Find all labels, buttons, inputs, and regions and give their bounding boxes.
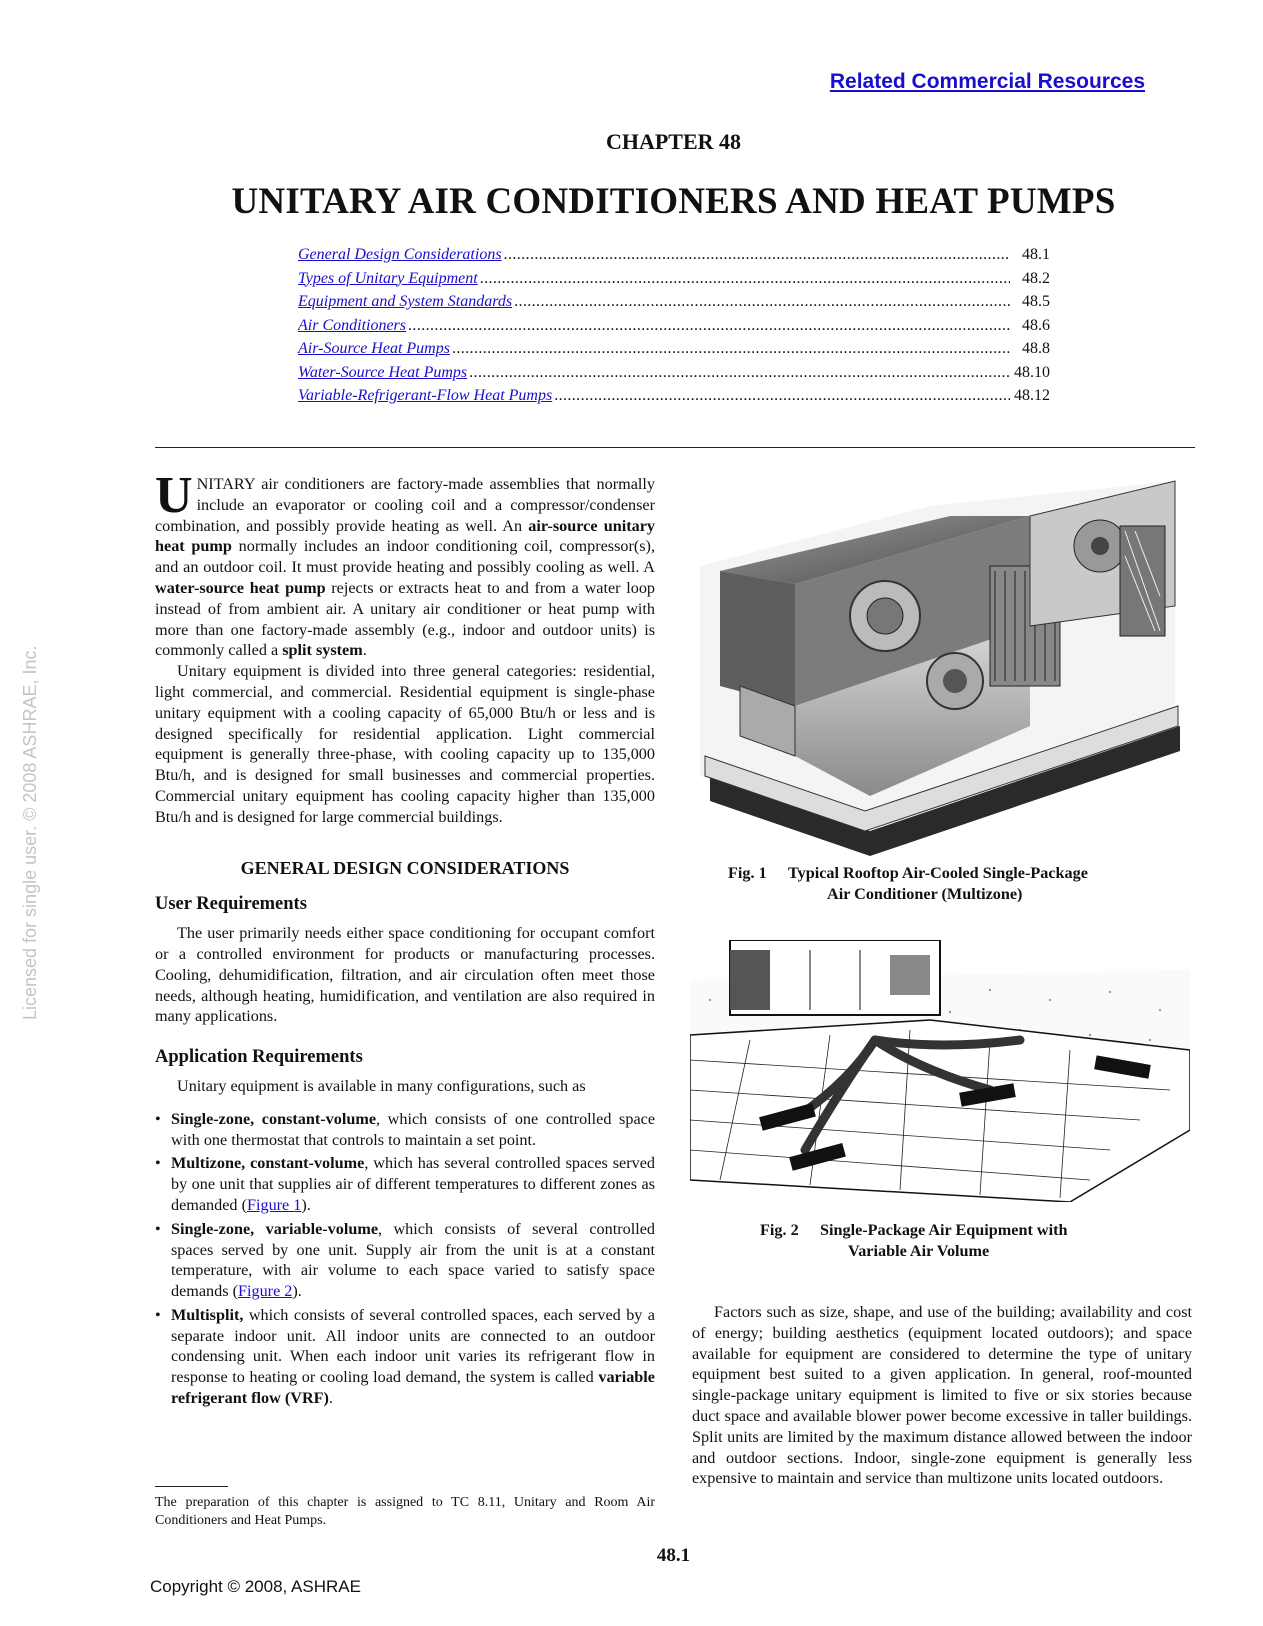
list-item-text: , which has several controlled spaces served by one unit that supplies air of different temperatures to different zones as demanded ( <box>171 1154 655 1214</box>
toc-leader <box>504 246 1010 264</box>
figure-1-label: Fig. 1 <box>728 864 767 882</box>
term-air-source-heat-pump: air-source unitary heat pump <box>155 516 655 556</box>
left-column <box>155 467 656 1412</box>
related-resources-link[interactable]: Related Commercial Resources <box>829 70 1145 93</box>
toc-page-number: 48.10 <box>1014 363 1050 381</box>
toc-page-number: 48.5 <box>1022 293 1050 310</box>
list-item <box>155 1219 655 1302</box>
toc-entry <box>298 340 1050 364</box>
intro-text: NITARY air conditioners are factory-made assemblies that normally include an evaporator or cooling coil and a compressor/condenser combination, and possibly provide heating as well. An <box>155 475 655 535</box>
figure-2-vav-layout <box>690 940 1190 1202</box>
toc-page-number: 48.1 <box>1022 246 1050 263</box>
toc-entry <box>298 293 1050 317</box>
list-item-text: which consists of several controlled spaces, each served by a separate indoor unit. All indoor units are connected to an outdoor condensing unit. When each indoor unit varies its refrigerant flow in response to heating or cooling load demand, the system is called <box>171 1305 655 1387</box>
toc-page-number: 48.2 <box>1022 269 1050 287</box>
user-requirements-paragraph: The user primarily needs either space conditioning for occupant comfort or a controlled environment for products or manufacturing processes. Cooling, dehumidification, filtration, and air circulation often meet those needs, although heating, humidification, and ventilation are also required in many applications. <box>155 924 655 1026</box>
copyright-notice: Copyright © 2008, ASHRAE <box>150 1577 361 1596</box>
toc-page-number: 48.12 <box>1014 387 1050 404</box>
figure-2-caption-line1: Single-Package Air Equipment with <box>820 1221 1068 1239</box>
subsection-heading-user: User Requirements <box>155 894 307 915</box>
footnote-divider <box>155 1486 228 1487</box>
toc-entry <box>298 317 1050 341</box>
header-divider <box>155 447 1195 448</box>
toc-entry <box>298 270 1050 294</box>
intro-paragraph <box>155 467 656 661</box>
toc-leader <box>514 293 1010 311</box>
toc-leader <box>480 270 1010 288</box>
application-intro: Unitary equipment is available in many configurations, such as <box>177 1076 586 1095</box>
toc-entry <box>298 364 1050 388</box>
drop-cap: U <box>155 467 193 524</box>
toc-entry <box>298 387 1050 411</box>
configuration-list <box>155 1109 655 1409</box>
list-item-text: , which consists of several controlled spaces served by one unit. Supply air from the unit is at a constant temperature, with air volume to each space varied to satisfy space demands ( <box>171 1219 655 1301</box>
toc-link-water-source[interactable]: Water-Source Heat Pumps <box>298 363 468 381</box>
toc-page-number: 48.8 <box>1022 340 1050 357</box>
figure-1-caption-line2: Air Conditioner (Multizone) <box>827 885 1023 903</box>
list-item-text: ). <box>292 1282 302 1301</box>
subsection-heading-application: Application Requirements <box>155 1047 363 1068</box>
categories-paragraph: Unitary equipment is divided into three general categories: residential, light commercial, and commercial. Residential equipment is single-phase unitary equipment with a cooling capacity of 65,000 Btu/h or less and is designed specifically for residential application. Light commercial equipment is generally three-phase, with cooling capacity up to 135,000 Btu/h, and is designed for small businesses and commercial properties. Commercial unitary equipment has cooling capacity higher than 135,000 Btu/h and is designed for large commercial buildings. <box>155 662 655 826</box>
toc-link-general-design[interactable]: General Design Considerations <box>298 246 502 263</box>
list-item <box>155 1109 655 1151</box>
list-item-term: Multizone, constant-volume <box>171 1154 365 1173</box>
list-item-term: Single-zone, constant-volume <box>171 1109 377 1128</box>
list-item-term: Multisplit, <box>171 1305 244 1324</box>
figure-1-link[interactable]: Figure 1 <box>246 1195 302 1214</box>
section-heading: GENERAL DESIGN CONSIDERATIONS <box>240 857 570 878</box>
list-item <box>155 1153 655 1215</box>
list-item-text: , which consists of one controlled space with one thermostat that controls to maintain a set point. <box>171 1109 656 1149</box>
page-number: 48.1 <box>656 1545 691 1566</box>
intro-text: rejects or extracts heat to and from a water loop instead of from ambient air. A unitary air conditioner or heat pump with more than one factory-made assembly (e.g., indoor and outdoor units) is commonly called a <box>155 578 656 660</box>
term-vrf: variable refrigerant flow (VRF) <box>171 1368 655 1408</box>
chapter-title: UNITARY AIR CONDITIONERS AND HEAT PUMPS <box>231 181 1116 222</box>
figure-1-rooftop-unit <box>700 476 1190 856</box>
list-item <box>155 1305 655 1409</box>
term-water-source-heat-pump: water-source heat pump <box>155 578 326 597</box>
toc-link-vrf[interactable]: Variable-Refrigerant-Flow Heat Pumps <box>298 387 553 404</box>
figure-2-link[interactable]: Figure 2 <box>237 1282 293 1301</box>
figure-1-caption-line1: Typical Rooftop Air-Cooled Single-Package <box>788 864 1088 882</box>
toc-link-air-conditioners[interactable]: Air Conditioners <box>298 316 407 334</box>
toc-leader <box>408 317 1010 335</box>
toc-link-types-unitary[interactable]: Types of Unitary Equipment <box>298 269 478 287</box>
toc-link-air-source[interactable]: Air-Source Heat Pumps <box>298 340 450 357</box>
toc-leader <box>554 387 1010 405</box>
toc-page-number: 48.6 <box>1022 316 1050 334</box>
table-of-contents <box>298 246 1050 411</box>
figure-2-label: Fig. 2 <box>760 1221 799 1239</box>
figure-2-caption <box>760 1220 1140 1262</box>
footnote: The preparation of this chapter is assigned to TC 8.11, Unitary and Room Air Conditioners and Heat Pumps. <box>155 1495 655 1528</box>
list-item-text: ). <box>301 1195 311 1214</box>
toc-leader <box>469 364 1010 382</box>
term-split-system: split system <box>282 641 363 660</box>
toc-entry <box>298 246 1050 270</box>
chapter-number: CHAPTER 48 <box>605 129 742 154</box>
figure-2-caption-line2: Variable Air Volume <box>848 1242 990 1260</box>
right-column <box>692 1302 1192 1489</box>
factors-paragraph: Factors such as size, shape, and use of the building; availability and cost of energy; building aesthetics (equipment located outdoors); and space available for equipment are considered to determine the type of unitary equipment best suited to a given application. In general, roof-mounted single-package unitary equipment is limited to five or six stories because duct space and available blower power become excessive in taller buildings. Split units are limited by the maximum distance allowed between the indoor and outdoor sections. Indoor, single-zone equipment is generally less expensive to maintain and service than multizone units located outdoors. <box>692 1303 1192 1488</box>
list-item-term: Single-zone, variable-volume <box>171 1219 379 1238</box>
toc-leader <box>452 340 1010 358</box>
figure-1-caption <box>728 863 1158 905</box>
toc-link-standards[interactable]: Equipment and System Standards <box>298 293 513 310</box>
intro-text: . <box>362 641 367 660</box>
list-item-text: . <box>328 1389 333 1408</box>
license-watermark: Licensed for single user. © 2008 ASHRAE, Inc. <box>20 645 40 1020</box>
intro-text: normally includes an indoor conditioning coil, compressor(s), and an outdoor coil. It must provide heating and possibly cooling as well. A <box>155 537 655 577</box>
